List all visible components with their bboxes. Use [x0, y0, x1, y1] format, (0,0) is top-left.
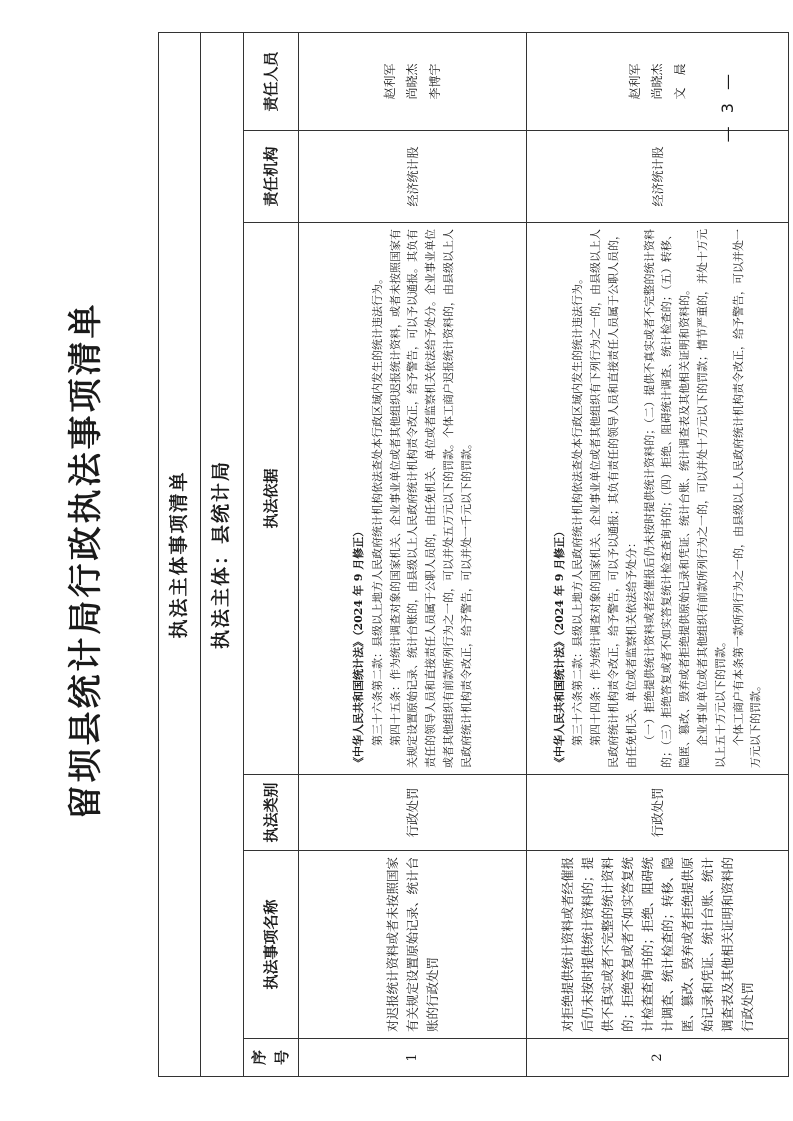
- law-title: 《中华人民共和国统计法》（2024 年 9 月修正）: [552, 525, 566, 768]
- header-name: 执法事项名称: [243, 851, 299, 1039]
- row-seq: 2: [527, 1039, 789, 1077]
- row-persons: [299, 32, 527, 130]
- header-basis: 执法依据: [243, 223, 299, 775]
- row-category: 行政处罚: [299, 775, 527, 851]
- basis-paragraph: 第四十五条：作为统计调查对象的国家机关、企业事业单位或者其他组织迟报统计资料，或者未按照国家有关规定设置原始记录、统计台账的，由县级以上人民政府统计机构责令改正，给予警告，可以予以通报。其负有责任的领导人员和直接责任人员属于公职人员的，由任免机关、单位或者监察机关依法给予处分。企业事业单位或者其他组织有前款所列行为之一的，可以并处五万元以下的罚款。个体工商户迟报统计资料的，由县级以上人民政府统计机构责令改正，给予警告，可以并处一千元以下的罚款。: [388, 229, 473, 768]
- row-item-name: 对拒绝提供统计资料或者经催报后仍未按时提供统计资料的；提供不真实或者不完整的统计资料的；拒绝答复或者不如实答复统计检查查询书的；拒绝、阻碍统计调查、统计检查的；转移、隐匿、篡改、毁弃或者拒绝提供原始记录和凭证、统计台账、统计调查表及其他相关证明和资料的行政处罚: [527, 851, 789, 1039]
- person-name: 尚晓杰: [405, 63, 420, 100]
- person-name: 文 晨: [673, 63, 688, 100]
- banner-row-main: [159, 32, 201, 1076]
- enforcement-table: [158, 32, 789, 1077]
- banner-sub: 执法主体：县统计局: [201, 32, 243, 1076]
- basis-paragraph: 个体工商户有本条第一款所列行为之一的，由县级以上人民政府统计机构责令改正，给予警告，可以并处一万元以下的罚款。: [731, 229, 763, 768]
- header-row: [243, 32, 299, 1076]
- banner-main: 执法主体事项清单: [159, 32, 201, 1076]
- basis-paragraph: 第三十六条第二款：县级以上地方人民政府统计机构依法查处本行政区域内发生的统计违法行为。: [370, 273, 384, 746]
- basis-paragraph: 第四十四条：作为统计调查对象的国家机关、企业事业单位或者其他组织有下列行为之一的，由县级以上人民政府统计机构责令改正，给予警告，可以予以通报；其负有责任的领导人员和直接责任人员属于公职人员的，由任免机关、单位或者监察机关依法给予处分：: [589, 229, 638, 768]
- person-name: 赵利军: [627, 63, 642, 100]
- basis-paragraph: 企业事业单位或者其他组织有前款所列行为之一的，可以并处十万元以下的罚款；情节严重的，并处十万元以上五十万元以下的罚款。: [696, 229, 727, 768]
- page-number: — 3 —: [718, 70, 737, 143]
- person-name: 尚晓杰: [650, 63, 665, 100]
- document-title: 留坝县统计局行政执法事项清单: [66, 301, 106, 820]
- row-basis: [527, 223, 789, 775]
- table-row: [527, 32, 789, 1076]
- header-person: 责任人员: [243, 32, 299, 130]
- header-org: 责任机构: [243, 131, 299, 223]
- row-org: 经济统计股: [299, 131, 527, 223]
- basis-paragraph: 第三十六条第二款：县级以上地方人民政府统计机构依法查处本行政区域内发生的统计违法行为。: [571, 273, 585, 746]
- row-category: 行政处罚: [527, 775, 789, 851]
- header-seq: 序号: [243, 1039, 299, 1077]
- row-org: 经济统计股: [527, 131, 789, 223]
- row-persons: [527, 32, 789, 130]
- basis-paragraph: （一）拒绝提供统计资料或者经催报后仍未按时提供统计资料的；（二）提供不真实或者不完整的统计资料的；（三）拒绝答复或者不如实答复统计检查查询书的；（四）拒绝、阻碍统计调查、统计检查的；（五）转移、隐匿、篡改、毁弃或者拒绝提供原始记录和凭证、统计台账、统计调查表及其他相关证明和资料的。: [642, 229, 692, 768]
- table-row: [299, 32, 527, 1076]
- row-seq: 1: [299, 1039, 527, 1077]
- row-item-name: 对迟报统计资料或者未按照国家有关规定设置原始记录、统计台账的行政处罚: [299, 851, 527, 1039]
- person-name: 赵利军: [382, 63, 397, 100]
- law-title: 《中华人民共和国统计法》（2024 年 9 月修正）: [352, 525, 366, 768]
- banner-row-sub: [201, 32, 243, 1076]
- header-category: 执法类别: [243, 775, 299, 851]
- person-name: 李博宇: [428, 63, 443, 100]
- row-basis: [299, 223, 527, 775]
